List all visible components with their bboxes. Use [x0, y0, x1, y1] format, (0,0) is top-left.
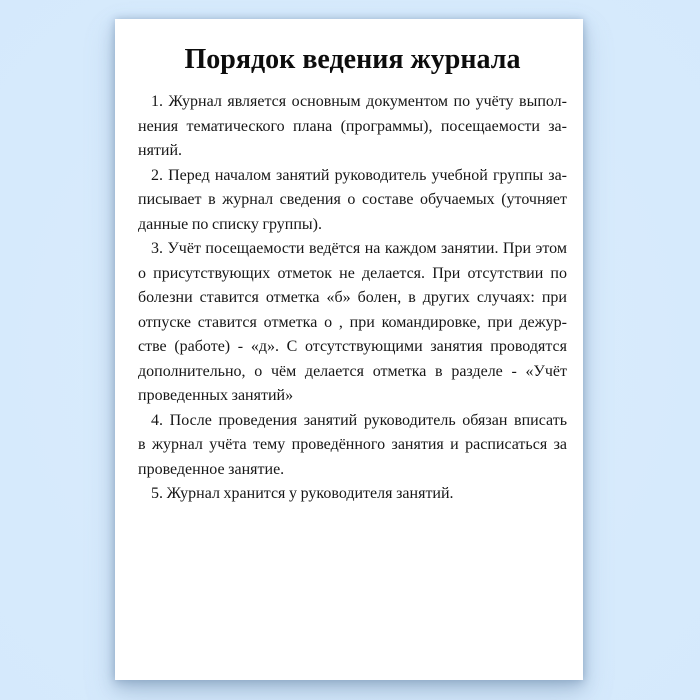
- text-line: нения тематического плана (программы), посещаемости за-: [138, 117, 567, 135]
- text-line: дополнительно, о чём делается отметка в разделе - «Учёт: [138, 362, 567, 380]
- paragraph: [138, 90, 567, 164]
- document-page: [115, 19, 583, 680]
- text-line: отпуске ставится отметка о , при командировке, при дежур-: [138, 313, 567, 331]
- text-line: 3. Учёт посещаемости ведётся на каждом занятии. При этом: [151, 240, 567, 257]
- paragraph: [138, 482, 567, 507]
- text-line: 5. Журнал хранится у руководителя занятий.: [151, 485, 454, 502]
- document-title: Порядок ведения журнала: [184, 44, 521, 75]
- text-line: болезни ставится отметка «б» болен, в других случаях: при: [138, 289, 567, 306]
- document-body: [138, 90, 567, 507]
- text-line: о присутствующих отметок не делается. При отсутствии по: [138, 264, 567, 282]
- text-line: 2. Перед началом занятий руководитель учебной группы за-: [151, 166, 567, 184]
- paragraph: [138, 409, 567, 483]
- text-line: данные по списку группы).: [138, 215, 323, 233]
- paragraph: [138, 164, 567, 238]
- text-line: писывает в журнал сведения о составе обучаемых (уточняет: [138, 191, 567, 208]
- document-content: [115, 19, 583, 507]
- text-line: 4. После проведения занятий руководитель обязан вписать: [151, 411, 567, 429]
- text-line: 1. Журнал является основным документом по учёту выпол-: [151, 93, 567, 110]
- text-line: нятий.: [138, 142, 183, 159]
- paragraph: [138, 237, 567, 409]
- text-line: проведенное занятие.: [138, 460, 285, 478]
- text-line: проведенных занятий»: [138, 387, 294, 404]
- text-line: в журнал учёта тему проведённого занятия и расписаться за: [138, 436, 567, 453]
- text-line: стве (работе) - «д». С отсутствующими занятия проводятся: [138, 338, 567, 355]
